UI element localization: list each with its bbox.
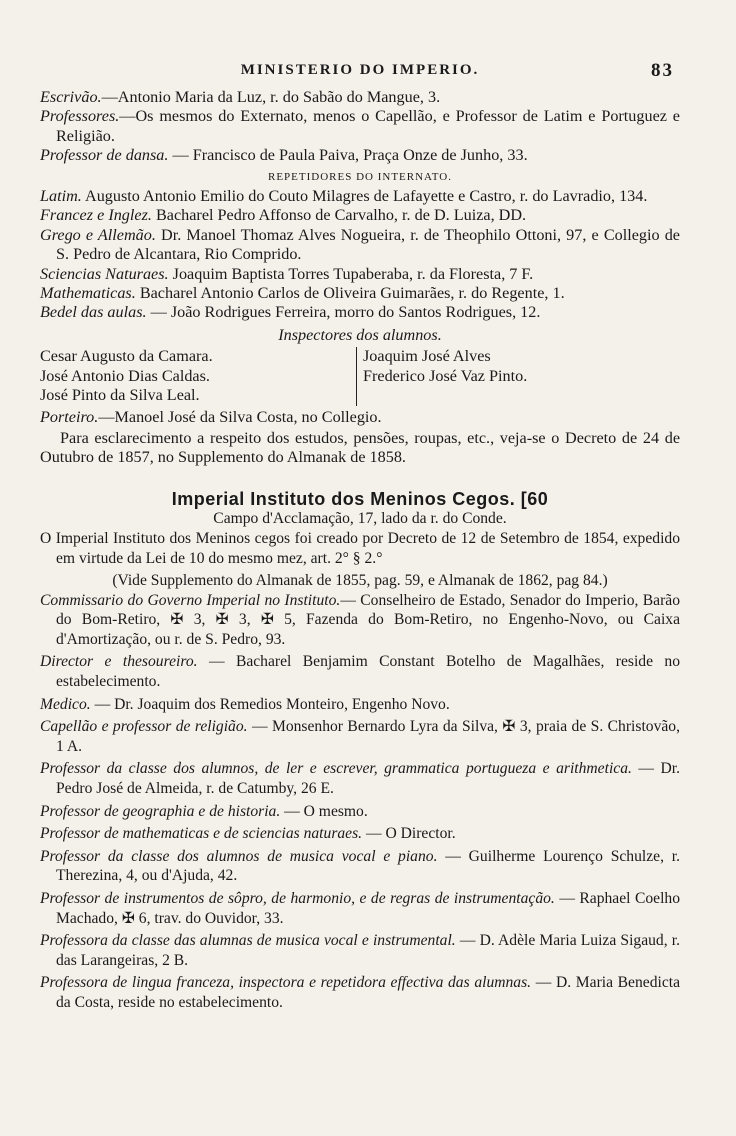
entry-grego: Grego e Allemão. Dr. Manoel Thomaz Alves Nogueira, r. de Theophilo Ottoni, 97, e Collegio de S. Pedro de Alcantara, Rio Comprido.	[40, 225, 680, 264]
running-header	[40, 62, 680, 79]
entry-escrivao: Escrivão.—Antonio Maria da Luz, r. do Sabão do Mangue, 3.	[40, 88, 441, 106]
entry-professor-musica: Professor da classe dos alumnos de musica vocal e piano. — Guilherme Lourenço Schulze, r. Therezina, 4, ou d'Ajuda, 42.	[40, 847, 680, 885]
entry-professor-ler-escrever: Professor da classe dos alumnos, de ler e escrever, grammatica portugueza e arithmetica. — Dr. Pedro José de Almeida, r. de Catumby, 26 E.	[40, 760, 680, 798]
section-gap	[40, 468, 680, 490]
entry-professor-geographia: Professor de geographia e de historia. — O mesmo.	[40, 802, 368, 820]
entry-capellao: Capellão e professor de religião. — Monsenhor Bernardo Lyra da Silva, ✠ 3, praia de S. Christovão, 1 A.	[40, 718, 680, 755]
inspectores-list	[40, 347, 680, 405]
entry-medico: Medico. — Dr. Joaquim dos Remedios Monteiro, Engenho Novo.	[40, 695, 450, 713]
list-item: Cesar Augusto da Camara.	[40, 347, 213, 366]
header-title: MINISTERIO DO IMPERIO.	[240, 62, 480, 78]
esclarecimento-paragraph: Para esclarecimento a respeito dos estudos, pensões, roupas, etc., veja-se o Decreto de 24 de Outubro de 1857, no Supplemento do Almanak de 1858.	[40, 428, 680, 467]
entry-sciencias: Sciencias Naturaes. Joaquim Baptista Torres Tupaberaba, r. da Floresta, 7 F.	[40, 264, 534, 283]
entry-professora-musica: Professora da classe das alumnas de musica vocal e instrumental. — D. Adèle Maria Luiza Sigaud, r. das Larangeiras, 2 B.	[40, 932, 680, 969]
entry-latim: Latim. Augusto Antonio Emilio do Couto Milagres de Lafayette e Castro, r. do Lavradio, 134.	[40, 187, 648, 206]
entry-commissario: Commissario do Governo Imperial no Instituto.— Conselheiro de Estado, Senador do Imperio, Barão do Bom-Retiro, ✠ 3, ✠ 3, ✠ 5, Fazenda do Bom-Retiro, no Engenho-Novo, ou Caixa d'Amortização, ou r. de S. Pedro, 93.	[40, 591, 681, 648]
entry-professores: Professores.—Os mesmos do Externato, menos o Capellão, e Professor de Latim e Portuguez e Religião.	[40, 107, 680, 145]
section-vide-note: (Vide Supplemento do Almanak de 1855, pag. 59, e Almanak de 1862, pag 84.)	[112, 572, 608, 590]
entry-mathematicas: Mathematicas. Bacharel Antonio Carlos de Oliveira Guimarães, r. do Regente, 1.	[40, 284, 565, 303]
repetidores-heading: REPETIDORES DO INTERNATO.	[268, 170, 452, 183]
entry-frances: Francez e Inglez. Bacharel Pedro Affonso de Carvalho, r. de D. Luiza, DD.	[40, 206, 527, 225]
list-item: José Antonio Dias Caldas.	[40, 366, 210, 385]
list-item: Frederico José Vaz Pinto.	[363, 366, 528, 385]
inspectores-right-column	[356, 347, 680, 405]
inspectores-heading: Inspectores dos alumnos.	[278, 325, 442, 344]
entry-professor-mathematicas: Professor de mathematicas e de sciencias naturaes. — O Director.	[40, 825, 456, 843]
list-item: José Pinto da Silva Leal.	[40, 386, 200, 405]
entry-bedel: Bedel das aulas. — João Rodrigues Ferreira, morro do Santos Rodrigues, 12.	[40, 303, 541, 322]
entry-danca: Professor de dansa. — Francisco de Paula Paiva, Praça Onze de Junho, 33.	[40, 146, 528, 165]
page-number: 83	[651, 60, 674, 81]
page-body	[40, 88, 680, 1016]
inspectores-left-column	[40, 347, 356, 405]
entry-professor-instrumentos: Professor de instrumentos de sôpro, de harmonio, e de regras de instrumentação. — Raphael Coelho Machado, ✠ 6, trav. do Ouvidor, 33.	[40, 890, 680, 927]
section-address: Campo d'Acclamação, 17, lado da r. do Conde.	[213, 510, 507, 528]
entry-professora-franceza: Professora de lingua franceza, inspectora e repetidora effectiva das alumnas. — D. Maria Benedicta da Costa, reside no estabelecimento.	[40, 974, 681, 1011]
entry-director: Director e thesoureiro. — Bacharel Benjamim Constant Botelho de Magalhães, reside no estabelecimento.	[40, 653, 681, 691]
section-title: Imperial Instituto dos Meninos Cegos. [60	[171, 488, 549, 509]
entry-porteiro: Porteiro.—Manoel José da Silva Costa, no Collegio.	[40, 407, 382, 426]
section-intro: O Imperial Instituto dos Meninos cegos foi creado por Decreto de 12 de Setembro de 1854, expedido em virtude da Lei de 10 do mesmo mez, art. 2° § 2.°	[40, 529, 680, 567]
section-instituto-cegos	[40, 490, 680, 1013]
list-item: Joaquim José Alves	[363, 347, 491, 366]
